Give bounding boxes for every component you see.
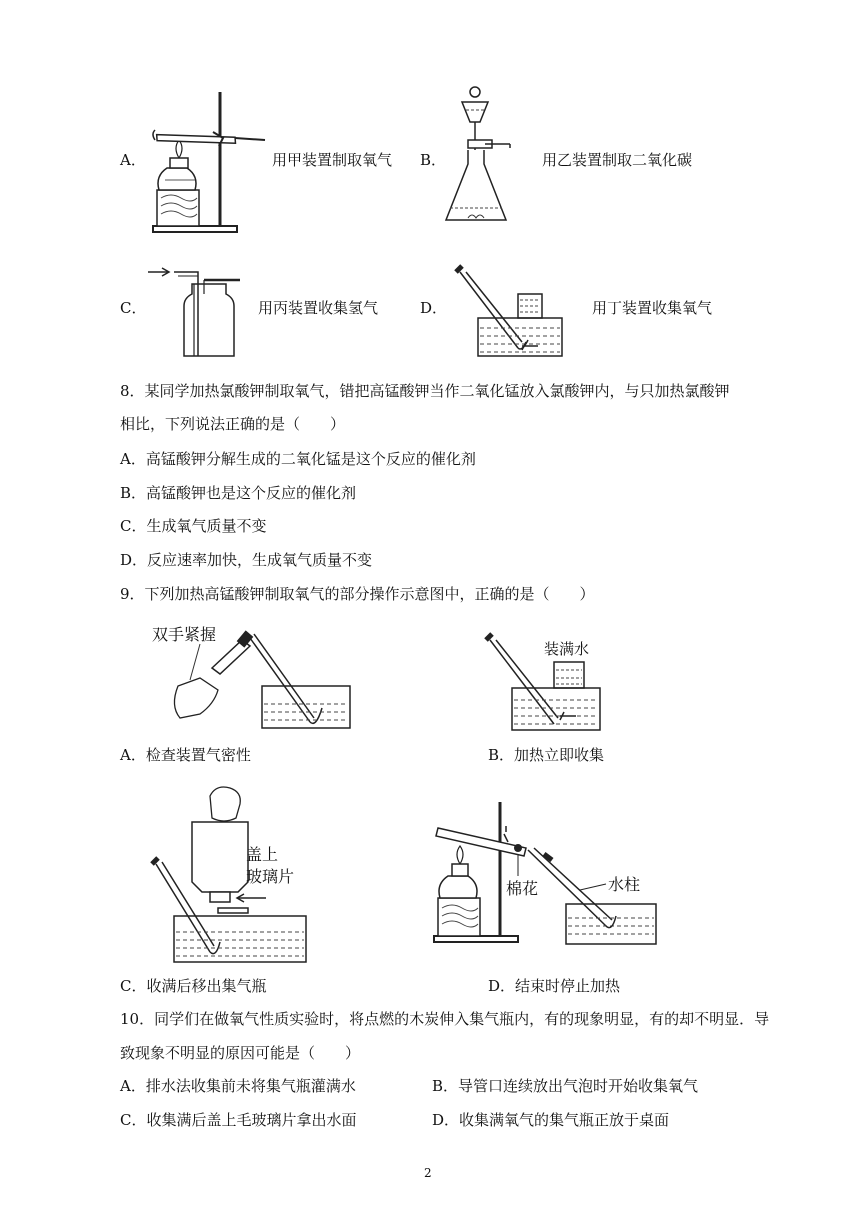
figure-airtightness-check	[150, 622, 360, 734]
option-d: D．反应速率加快，生成氧气质量不变	[120, 551, 373, 569]
option-text: 用甲装置制取氧气	[272, 151, 393, 169]
cover-label-2: 玻璃片	[246, 867, 295, 886]
cotton-label: 棉花	[506, 879, 539, 898]
apparatus-ding-figure	[448, 262, 564, 362]
question-stem-line-2: 相比，下列说法正确的是（ ）	[120, 415, 346, 433]
apparatus-yi-figure	[440, 80, 520, 232]
option-a: A．检查装置气密性	[120, 746, 251, 764]
option-text: 用丁装置收集氧气	[592, 299, 713, 317]
option-text: 用乙装置制取二氧化碳	[542, 151, 693, 169]
figure-collect-immediately	[484, 632, 604, 736]
option-b: B．加热立即收集	[488, 746, 605, 764]
option-c: C．收集满后盖上毛玻璃片拿出水面	[120, 1111, 357, 1129]
option-text: 用丙装置收集氢气	[258, 299, 379, 317]
page-number: 2	[424, 1166, 432, 1180]
figure-remove-bottle	[148, 782, 314, 966]
option-d: D．收集满氧气的集气瓶正放于桌面	[432, 1111, 670, 1129]
figure-stop-heating	[430, 798, 660, 946]
option-b: B．高锰酸钾也是这个反应的催化剂	[120, 484, 357, 502]
option-letter: C．	[120, 299, 147, 317]
option-c: C．收满后移出集气瓶	[120, 977, 267, 995]
water-column-label: 水柱	[608, 875, 641, 894]
apparatus-jia-figure	[145, 88, 275, 236]
option-d: D．结束时停止加热	[488, 977, 621, 995]
apparatus-bing-figure	[146, 264, 240, 362]
option-letter: B．	[420, 151, 447, 169]
full-water-label: 装满水	[544, 640, 590, 658]
option-a: A．排水法收集前未将集气瓶灌满水	[120, 1077, 356, 1095]
question-stem-line-2: 致现象不明显的原因可能是（ ）	[120, 1044, 361, 1062]
question-stem: 9．下列加热高锰酸钾制取氧气的部分操作示意图中，正确的是（ ）	[120, 585, 595, 603]
option-letter: A．	[120, 151, 146, 169]
option-b: B．导管口连续放出气泡时开始收集氧气	[432, 1077, 699, 1095]
question-stem-line-1: 10．同学们在做氧气性质实验时，将点燃的木炭伸入集气瓶内，有的现象明显，有的却不明显．导	[120, 1010, 770, 1028]
cover-label-1: 盖上	[246, 845, 279, 864]
hands-label: 双手紧握	[152, 625, 217, 644]
option-letter: D．	[420, 299, 448, 317]
option-c: C．生成氧气质量不变	[120, 517, 267, 535]
option-a: A．高锰酸钾分解生成的二氧化锰是这个反应的催化剂	[120, 450, 476, 468]
question-stem-line-1: 8．某同学加热氯酸钾制取氧气，错把高锰酸钾当作二氧化锰放入氯酸钾内，与只加热氯酸钾	[120, 382, 730, 400]
